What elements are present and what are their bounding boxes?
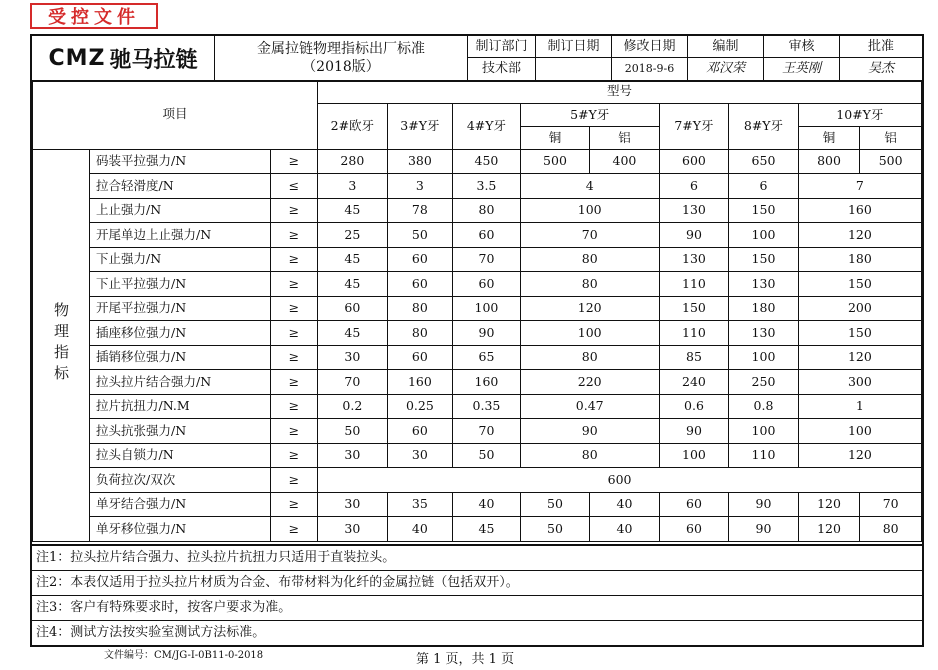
- value-cell: 80: [860, 517, 922, 542]
- value-cell: 90: [729, 492, 799, 517]
- approve-label: 批准: [840, 36, 922, 58]
- made-date-cell: [536, 36, 612, 80]
- made-date-value: [536, 58, 611, 80]
- value-cell: 90: [520, 419, 659, 444]
- title-line-1: 金属拉链物理指标出厂标准: [257, 41, 425, 57]
- value-cell: 110: [659, 272, 729, 297]
- value-cell: 120: [798, 345, 921, 370]
- value-cell: 120: [798, 223, 921, 248]
- review-cell: [764, 36, 840, 80]
- sub-copper-10: 铜: [798, 126, 860, 149]
- value-cell: 30: [387, 443, 453, 468]
- value-cell: 80: [387, 296, 453, 321]
- comparison-symbol: ≥: [270, 468, 318, 493]
- value-cell: 500: [520, 149, 589, 174]
- item-name: 单牙移位强力/N: [90, 517, 271, 542]
- dept-value: 技术部: [481, 61, 521, 76]
- sheet-header: [32, 36, 922, 82]
- review-signature: 王英刚: [781, 61, 821, 76]
- comparison-symbol: ≥: [270, 370, 318, 395]
- value-cell: 70: [453, 419, 521, 444]
- value-cell: 90: [659, 223, 729, 248]
- table-row: [33, 370, 922, 395]
- value-cell: 45: [318, 198, 387, 223]
- document-title: [215, 36, 468, 80]
- value-cell: 180: [729, 296, 799, 321]
- item-name: 拉头拉片结合强力/N: [90, 370, 271, 395]
- item-name: 插销移位强力/N: [90, 345, 271, 370]
- item-name: 拉头自锁力/N: [90, 443, 271, 468]
- value-cell: 30: [318, 443, 387, 468]
- value-cell: 100: [520, 198, 659, 223]
- value-cell: 45: [318, 247, 387, 272]
- value-cell: 100: [798, 419, 921, 444]
- comparison-symbol: ≥: [270, 198, 318, 223]
- table-row: [33, 443, 922, 468]
- category-text: 物理指标: [52, 301, 70, 386]
- table-row: [33, 468, 922, 493]
- item-name: 开尾单边上止强力/N: [90, 223, 271, 248]
- value-cell: 110: [659, 321, 729, 346]
- value-cell: 100: [729, 223, 799, 248]
- model-5: 5#Y牙: [520, 103, 659, 126]
- table-row: [33, 223, 922, 248]
- value-cell: 6: [659, 174, 729, 199]
- value-cell: 70: [860, 492, 922, 517]
- value-cell: 35: [387, 492, 453, 517]
- model-8: 8#Y牙: [729, 103, 799, 149]
- value-cell: 60: [387, 247, 453, 272]
- value-cell: 160: [453, 370, 521, 395]
- table-row: [33, 345, 922, 370]
- value-cell: 7: [798, 174, 921, 199]
- item-name: 插座移位强力/N: [90, 321, 271, 346]
- note-2: 注2：本表仅适用于拉头拉片材质为合金、布带材料为化纤的金属拉链（包括双开）。: [32, 571, 922, 596]
- value-cell: 70: [318, 370, 387, 395]
- sub-aluminum-5: 铝: [590, 126, 659, 149]
- logo-latin: CMZ: [48, 45, 106, 71]
- value-cell: 1: [798, 394, 921, 419]
- value-cell: 60: [387, 272, 453, 297]
- value-cell: 80: [520, 345, 659, 370]
- value-cell: 0.2: [318, 394, 387, 419]
- item-name: 下止平拉强力/N: [90, 272, 271, 297]
- mod-date-label: 修改日期: [612, 36, 687, 58]
- value-cell: 60: [453, 272, 521, 297]
- value-cell: 130: [729, 272, 799, 297]
- value-cell: 30: [318, 517, 387, 542]
- value-cell: 100: [729, 419, 799, 444]
- value-cell: 6: [729, 174, 799, 199]
- value-cell: 300: [798, 370, 921, 395]
- value-cell: 0.8: [729, 394, 799, 419]
- value-cell: 400: [590, 149, 659, 174]
- comparison-symbol: ≥: [270, 443, 318, 468]
- item-name: 开尾平拉强力/N: [90, 296, 271, 321]
- value-cell: 25: [318, 223, 387, 248]
- value-cell: 3.5: [453, 174, 521, 199]
- value-cell: 0.35: [453, 394, 521, 419]
- model-10: 10#Y牙: [798, 103, 921, 126]
- value-cell: 60: [659, 492, 729, 517]
- value-cell: 0.25: [387, 394, 453, 419]
- value-cell: 90: [453, 321, 521, 346]
- value-cell: 150: [659, 296, 729, 321]
- comparison-symbol: ≥: [270, 492, 318, 517]
- item-name: 拉片抗扭力/N.M: [90, 394, 271, 419]
- value-cell: 800: [798, 149, 860, 174]
- table-row: [33, 149, 922, 174]
- item-name: 拉合轻滑度/N: [90, 174, 271, 199]
- item-name: 负荷拉次/双次: [90, 468, 271, 493]
- value-cell: 60: [387, 419, 453, 444]
- value-cell: 3: [318, 174, 387, 199]
- value-cell: 650: [729, 149, 799, 174]
- note-3: 注3：客户有特殊要求时，按客户要求为准。: [32, 596, 922, 621]
- value-cell: 150: [729, 247, 799, 272]
- approve-cell: [840, 36, 922, 80]
- table-row: [33, 272, 922, 297]
- file-number: 文件编号：CM/JG-I-0B11-0-2018: [104, 650, 264, 661]
- value-cell: 50: [453, 443, 521, 468]
- item-name: 下止强力/N: [90, 247, 271, 272]
- value-cell: 160: [387, 370, 453, 395]
- value-cell: 60: [453, 223, 521, 248]
- value-cell: 450: [453, 149, 521, 174]
- value-cell: 80: [520, 247, 659, 272]
- model-4: 4#Y牙: [453, 103, 521, 149]
- review-label: 审核: [764, 36, 839, 58]
- value-cell: 45: [453, 517, 521, 542]
- table-row: [33, 419, 922, 444]
- item-name: 单牙结合强力/N: [90, 492, 271, 517]
- comparison-symbol: ≥: [270, 517, 318, 542]
- value-cell: 80: [453, 198, 521, 223]
- value-cell: 45: [318, 272, 387, 297]
- value-cell: 600: [659, 149, 729, 174]
- sub-aluminum-10: 铝: [860, 126, 922, 149]
- value-cell: 220: [520, 370, 659, 395]
- value-cell: 60: [318, 296, 387, 321]
- mod-date-cell: [612, 36, 688, 80]
- comparison-symbol: ≥: [270, 321, 318, 346]
- item-name: 拉头抗张强力/N: [90, 419, 271, 444]
- model-3: 3#Y牙: [387, 103, 453, 149]
- note-1: 注1：拉头拉片结合强力、拉头拉片抗扭力只适用于直装拉头。: [32, 546, 922, 571]
- value-cell: 180: [798, 247, 921, 272]
- table-row: [33, 174, 922, 199]
- model-2: 2#欧牙: [318, 103, 387, 149]
- dept-label: 制订部门: [468, 36, 535, 58]
- value-cell: 90: [729, 517, 799, 542]
- value-cell: 150: [729, 198, 799, 223]
- value-cell: 60: [659, 517, 729, 542]
- comparison-symbol: ≥: [270, 223, 318, 248]
- item-name: 码装平拉强力/N: [90, 149, 271, 174]
- editor-signature: 邓汉荣: [705, 61, 745, 76]
- note-4: 注4：测试方法按实验室测试方法标准。: [36, 625, 266, 640]
- editor-cell: [688, 36, 764, 80]
- value-cell: 40: [590, 492, 659, 517]
- value-cell: 80: [520, 443, 659, 468]
- controlled-document-stamp: 受控文件: [30, 3, 158, 29]
- value-cell: 600: [318, 468, 922, 493]
- value-cell: 120: [798, 443, 921, 468]
- value-cell: 130: [659, 198, 729, 223]
- value-cell: 3: [387, 174, 453, 199]
- value-cell: 100: [729, 345, 799, 370]
- made-date-label: 制订日期: [536, 36, 611, 58]
- value-cell: 160: [798, 198, 921, 223]
- spec-sheet: [30, 34, 924, 546]
- value-cell: 100: [520, 321, 659, 346]
- value-cell: 85: [659, 345, 729, 370]
- notes-section: [30, 546, 924, 647]
- value-cell: 40: [387, 517, 453, 542]
- comparison-symbol: ≥: [270, 247, 318, 272]
- value-cell: 80: [387, 321, 453, 346]
- dept-cell: [468, 36, 536, 80]
- value-cell: 65: [453, 345, 521, 370]
- value-cell: 200: [798, 296, 921, 321]
- model-7: 7#Y牙: [659, 103, 729, 149]
- value-cell: 50: [520, 517, 589, 542]
- value-cell: 130: [659, 247, 729, 272]
- value-cell: 120: [798, 517, 860, 542]
- value-cell: 100: [453, 296, 521, 321]
- spec-table: [32, 80, 922, 542]
- item-name: 上止强力/N: [90, 198, 271, 223]
- sub-copper-5: 铜: [520, 126, 589, 149]
- editor-label: 编制: [688, 36, 763, 58]
- value-cell: 70: [453, 247, 521, 272]
- value-cell: 240: [659, 370, 729, 395]
- value-cell: 40: [453, 492, 521, 517]
- value-cell: 250: [729, 370, 799, 395]
- value-cell: 120: [520, 296, 659, 321]
- value-cell: 45: [318, 321, 387, 346]
- value-cell: 110: [729, 443, 799, 468]
- table-row: [33, 247, 922, 272]
- value-cell: 50: [520, 492, 589, 517]
- logo-chinese: 驰马拉链: [109, 47, 198, 73]
- comparison-symbol: ≥: [270, 394, 318, 419]
- value-cell: 120: [798, 492, 860, 517]
- value-cell: 50: [387, 223, 453, 248]
- value-cell: 80: [520, 272, 659, 297]
- table-row: [33, 198, 922, 223]
- item-header: 项目: [33, 80, 318, 149]
- comparison-symbol: ≥: [270, 149, 318, 174]
- comparison-symbol: ≥: [270, 345, 318, 370]
- mod-date-value: 2018-9-6: [624, 62, 675, 75]
- value-cell: 40: [590, 517, 659, 542]
- comparison-symbol: ≥: [270, 272, 318, 297]
- comparison-symbol: ≥: [270, 419, 318, 444]
- value-cell: 130: [729, 321, 799, 346]
- table-row: [33, 321, 922, 346]
- title-line-2: （2018版）: [302, 59, 380, 75]
- category-label: [33, 149, 90, 541]
- company-logo: [32, 36, 215, 80]
- table-row: [33, 492, 922, 517]
- value-cell: 280: [318, 149, 387, 174]
- value-cell: 150: [798, 272, 921, 297]
- value-cell: 70: [520, 223, 659, 248]
- value-cell: 500: [860, 149, 922, 174]
- table-row: [33, 394, 922, 419]
- value-cell: 90: [659, 419, 729, 444]
- value-cell: 30: [318, 345, 387, 370]
- value-cell: 60: [387, 345, 453, 370]
- value-cell: 0.6: [659, 394, 729, 419]
- comparison-symbol: ≤: [270, 174, 318, 199]
- approve-signature: 吴杰: [867, 61, 894, 76]
- value-cell: 380: [387, 149, 453, 174]
- model-header: 型号: [318, 80, 922, 103]
- page-indicator: 第 1 页，共 1 页: [416, 652, 515, 667]
- value-cell: 100: [659, 443, 729, 468]
- table-row: [33, 517, 922, 542]
- value-cell: 78: [387, 198, 453, 223]
- value-cell: 4: [520, 174, 659, 199]
- value-cell: 50: [318, 419, 387, 444]
- value-cell: 150: [798, 321, 921, 346]
- value-cell: 0.47: [520, 394, 659, 419]
- value-cell: 30: [318, 492, 387, 517]
- comparison-symbol: ≥: [270, 296, 318, 321]
- table-row: [33, 296, 922, 321]
